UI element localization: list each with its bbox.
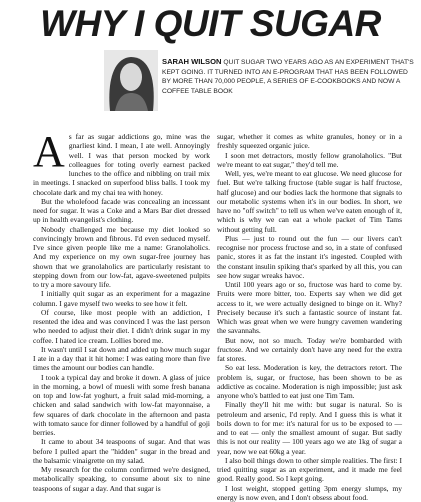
- paragraph: I lost weight, stopped getting 3pm energy slumps, my energy is now even, and I don't obsess about food.: [217, 484, 402, 502]
- paragraph: So eat less. Moderation is key, the detractors retort. The problem is, sugar, or fructose, has been shown to be as addictive as cocaine. Moderation is nigh impossible; just ask anyone who's battled to eat just one Tim Tam.: [217, 363, 402, 400]
- paragraph: As far as sugar addictions go, mine was the gnarliest kind. I mean, I ate well. Annoyingly well. I was that person mocked by work colleagues for toting overly earnest packed lunches to the office and nibbling on trail mix in meetings. I snacked on superfood bliss balls. I took my chocolate dark and my chai tea with honey.: [33, 132, 210, 197]
- paragraph: Nobody challenged me because my diet looked so convincingly brown and fibrous. I'd even seduced myself. I've since given people like me a name: Granolaholics. And my experience on my own sugar-free journey has shown that we granolaholics are particularly resistant to stepping down from our low-fat, agave-sweetened pulpits to try a more savoury life.: [33, 225, 210, 290]
- headline: WHY I QUIT SUGAR: [0, 0, 421, 46]
- author-photo: [104, 50, 158, 111]
- paragraph: Of course, like most people with an addiction, I resented the idea and was convinced I was the last person who needed to adjust their diet. I didn't drink sugar in my coffee. I hated ice cream. Lollies bored me.: [33, 308, 210, 345]
- paragraph: Well, yes, we're meant to eat glucose. We need glucose for fuel. But we're talking fructose (table sugar is half fructose, half glucose) and our bodies lack the hormone that signals to our metabolic systems when it's in our bodies. In short, we have no "off switch" to tell us when we've eaten enough of it, which is why we can eat a whole packet of Tim Tams without getting full.: [217, 169, 402, 234]
- article-column-left: [33, 132, 210, 493]
- standfirst: QUIT SUGAR TWO YEARS AGO AS AN EXPERIMENT THAT'S KEPT GOING. IT TURNED INTO AN E-PROGRAM THAT HAS BEEN FOLLOWED BY MORE THAN 70,000 PEOPLE, A SERIES OF E-COOKBOOKS AND NOW A COFFEE TABLE BOOK: [162, 59, 414, 95]
- paragraph: I also boil things down to other simple realities. The first: I tried quitting sugar as an experiment, and it made me feel good. Really good. So I kept going.: [217, 456, 402, 484]
- paragraph: It came to about 34 teaspoons of sugar. And that was before I pulled apart the "hidden" sugar in the bread and the balsamic vinaigrette on my salad.: [33, 437, 210, 465]
- paragraph: But the wholefood facade was concealing an incessant need for sugar. It was a Coke and a Mars Bar diet dressed up in health evangelist's clothing.: [33, 197, 210, 225]
- author-name: SARAH WILSON: [162, 57, 221, 66]
- article-column-right: [217, 132, 402, 502]
- paragraph: My research for the column confirmed we're designed, metabolically speaking, to consume about six to nine teaspoons of sugar a day. And that sugar is: [33, 465, 210, 493]
- paragraph: I took a typical day and broke it down. A glass of juice in the morning, a bowl of muesli with some fresh banana on top and low-fat yoghurt, a fruit salad mid-morning, a chicken and salad sandwich with low-fat mayonnaise, a few squares of dark chocolate in the afternoon and pasta with tomato sauce for dinner followed by a handful of goji berries.: [33, 373, 210, 438]
- paragraph: I initially quit sugar as an experiment for a magazine column. I gave myself two weeks to see how it felt.: [33, 289, 210, 308]
- paragraph: I soon met detractors, mostly fellow granolaholics. "But we're meant to eat sugar," they'd tell me.: [217, 151, 402, 170]
- paragraph: sugar, whether it comes as white granules, honey or in a freshly squeezed organic juice.: [217, 132, 402, 151]
- paragraph: Until 100 years ago or so, fructose was hard to come by. Fruits were more bitter, too. Experts say when we did get access to it, we were actually designed to binge on it. Why? Precisely because it's such a fantastic source of instant fat. Which was great when we were hungry cavemen wandering the savannahs.: [217, 280, 402, 336]
- paragraph: It wasn't until I sat down and added up how much sugar I ate in a day that it hit home: I was eating more than five times the amount our bodies can handle.: [33, 345, 210, 373]
- byline: [162, 57, 417, 96]
- paragraph: Finally they'll hit me with: but sugar is natural. So is petroleum and arsenic, I'd reply. And I guess this is what it boils down to for me: it's natural for us to be exposed to — and to eat — only the smallest amount of sugar. But sadly this is not our reality — 100 years ago we ate 1kg of sugar a year, now we eat 60kg a year.: [217, 400, 402, 456]
- paragraph: Plus — just to round out the fun — our livers can't recognise nor process fructose and so, in a state of confused panic, stores it as fat the instant it's ingested. Coupled with the constant insulin spiking that's sparked by all this, you can see how sugar wreaks havoc.: [217, 234, 402, 280]
- paragraph: But now, not so much. Today we're bombarded with fructose. And we certainly don't have any need for the extra fat stores.: [217, 336, 402, 364]
